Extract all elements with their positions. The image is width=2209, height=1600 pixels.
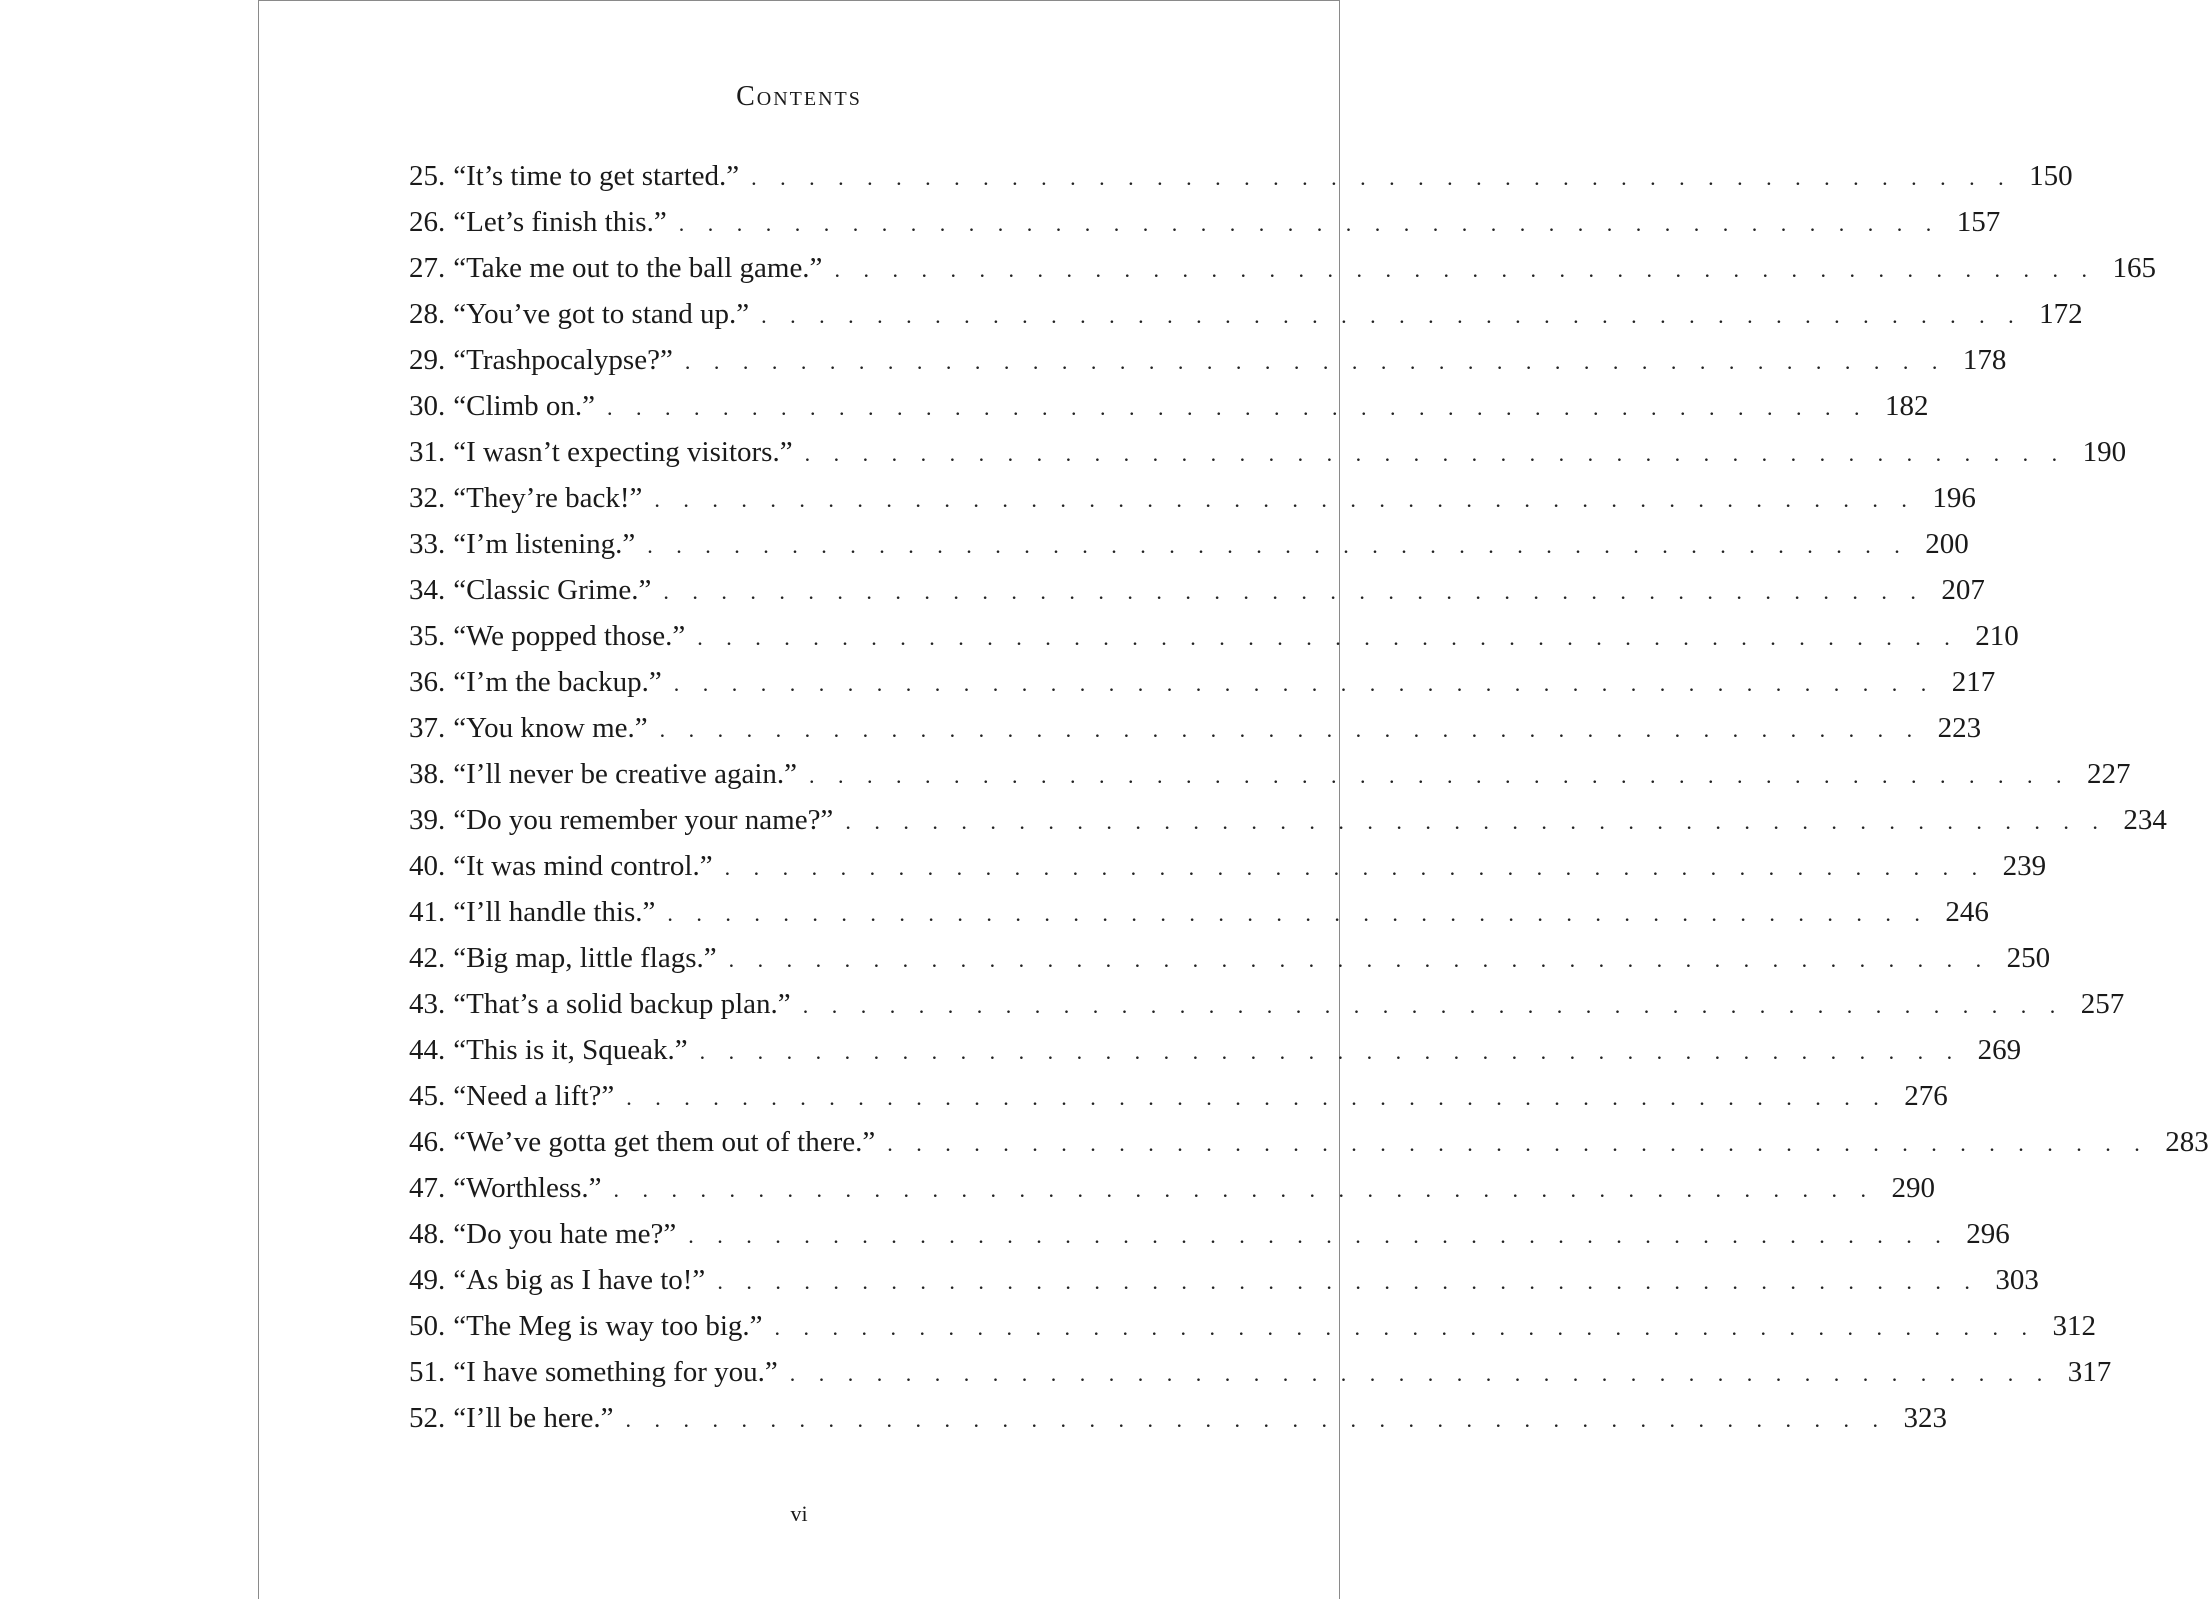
chapter-title: “As big as I have to!” — [453, 1264, 706, 1296]
chapter-title: “Let’s finish this.” — [453, 206, 667, 238]
chapter-page-number: 157 — [1956, 206, 2001, 238]
chapter-title: “They’re back!” — [453, 482, 643, 514]
toc-entry — [409, 521, 1969, 567]
chapter-number: 38. — [409, 758, 446, 790]
dot-leader: . . . . . . . . . . . . . . . . . . . . . . . . . . . . . . . . . . . . . . . . . . . . — [607, 395, 1869, 420]
dot-leader: . . . . . . . . . . . . . . . . . . . . . . . . . . . . . . . . . . . . . . . . . . . . — [697, 625, 1959, 650]
chapter-number: 26. — [409, 206, 446, 238]
contents-heading: Contents — [736, 81, 862, 112]
toc-entry — [409, 1349, 2112, 1395]
chapter-page-number: 210 — [1975, 620, 2019, 652]
toc-entry — [409, 659, 1996, 705]
book-page — [258, 0, 2209, 1599]
chapter-title: “It was mind control.” — [453, 850, 713, 882]
chapter-page-number: 250 — [2006, 942, 2051, 974]
chapter-number: 27. — [409, 252, 446, 284]
chapter-page-number: 150 — [2029, 160, 2073, 192]
chapter-number: 28. — [409, 298, 446, 330]
chapter-page-number: 217 — [1951, 666, 1996, 698]
toc-entry — [409, 981, 2125, 1027]
chapter-page-number: 227 — [2087, 758, 2131, 790]
toc-entry — [409, 613, 2019, 659]
dot-leader: . . . . . . . . . . . . . . . . . . . . . . . . . . . . . . . . . . . . . . . . . . . . — [887, 1131, 2149, 1156]
chapter-number: 39. — [409, 804, 446, 836]
dot-leader: . . . . . . . . . . . . . . . . . . . . . . . . . . . . . . . . . . . . . . . . . . . . — [804, 441, 2067, 466]
chapter-number: 25. — [409, 160, 446, 192]
chapter-title: “Take me out to the ball game.” — [453, 252, 823, 284]
chapter-page-number: 283 — [2165, 1126, 2209, 1158]
dot-leader: . . . . . . . . . . . . . . . . . . . . . . . . . . . . . . . . . . . . . . . . . . . . — [667, 901, 1929, 926]
chapter-number: 41. — [409, 896, 446, 928]
chapter-title: “We’ve gotta get them out of there.” — [453, 1126, 876, 1158]
toc-entry — [409, 153, 2073, 199]
chapter-title: “Need a lift?” — [453, 1080, 615, 1112]
dot-leader: . . . . . . . . . . . . . . . . . . . . . . . . . . . . . . . . . . . . . . . . . . . . — [724, 855, 1987, 880]
chapter-page-number: 303 — [1995, 1264, 2039, 1296]
chapter-number: 42. — [409, 942, 446, 974]
page-folio: vi — [790, 1501, 808, 1526]
chapter-title: “I’m listening.” — [453, 528, 636, 560]
chapter-number: 34. — [409, 574, 446, 606]
toc-entry — [409, 383, 1929, 429]
chapter-number: 44. — [409, 1034, 446, 1066]
toc-entry — [409, 797, 2167, 843]
chapter-number: 52. — [409, 1402, 446, 1434]
toc-entry — [409, 1073, 1948, 1119]
toc-entry — [409, 475, 1976, 521]
chapter-page-number: 207 — [1941, 574, 1985, 606]
chapter-title: “Climb on.” — [453, 390, 596, 422]
chapter-number: 31. — [409, 436, 446, 468]
chapter-number: 36. — [409, 666, 446, 698]
chapter-title: “It’s time to get started.” — [453, 160, 740, 192]
chapter-title: “Worthless.” — [453, 1172, 602, 1204]
chapter-page-number: 276 — [1904, 1080, 1948, 1112]
toc-entry — [409, 843, 2047, 889]
toc-entry — [409, 1027, 2022, 1073]
chapter-number: 51. — [409, 1356, 446, 1388]
chapter-page-number: 290 — [1891, 1172, 1936, 1204]
chapter-number: 45. — [409, 1080, 446, 1112]
chapter-title: “You’ve got to stand up.” — [453, 298, 750, 330]
dot-leader: . . . . . . . . . . . . . . . . . . . . . . . . . . . . . . . . . . . . . . . . . . . . — [673, 671, 1936, 696]
dot-leader: . . . . . . . . . . . . . . . . . . . . . . . . . . . . . . . . . . . . . . . . . . . . — [613, 1177, 1876, 1202]
chapter-number: 47. — [409, 1172, 446, 1204]
chapter-title: “That’s a solid backup plan.” — [453, 988, 791, 1020]
chapter-title: “I have something for you.” — [453, 1356, 778, 1388]
chapter-page-number: 223 — [1937, 712, 1982, 744]
chapter-title: “Do you hate me?” — [453, 1218, 677, 1250]
chapter-page-number: 165 — [2112, 252, 2156, 284]
chapter-page-number: 178 — [1962, 344, 2007, 376]
dot-leader: . . . . . . . . . . . . . . . . . . . . . . . . . . . . . . . . . . . . . . . . . . . . — [684, 349, 1947, 374]
chapter-number: 40. — [409, 850, 446, 882]
dot-leader: . . . . . . . . . . . . . . . . . . . . . . . . . . . . . . . . . . . . . . . . . . . . — [626, 1085, 1888, 1110]
dot-leader: . . . . . . . . . . . . . . . . . . . . . . . . . . . . . . . . . . . . . . . . . . . . — [834, 257, 2096, 282]
chapter-number: 32. — [409, 482, 446, 514]
dot-leader: . . . . . . . . . . . . . . . . . . . . . . . . . . . . . . . . . . . . . . . . . . . . — [728, 947, 1991, 972]
chapter-title: “I’ll never be creative again.” — [453, 758, 798, 790]
toc-entry — [409, 291, 2083, 337]
chapter-title: “This is it, Squeak.” — [453, 1034, 688, 1066]
table-of-contents — [409, 153, 2209, 1441]
chapter-page-number: 323 — [1903, 1402, 1947, 1434]
toc-entry — [409, 245, 2156, 291]
dot-leader: . . . . . . . . . . . . . . . . . . . . . . . . . . . . . . . . . . . . . . . . . . . . — [647, 533, 1909, 558]
dot-leader: . . . . . . . . . . . . . . . . . . . . . . . . . . . . . . . . . . . . . . . . . . . . — [663, 579, 1925, 604]
toc-entry — [409, 935, 2051, 981]
dot-leader: . . . . . . . . . . . . . . . . . . . . . . . . . . . . . . . . . . . . . . . . . . . . — [659, 717, 1922, 742]
chapter-number: 35. — [409, 620, 446, 652]
chapter-number: 43. — [409, 988, 446, 1020]
dot-leader: . . . . . . . . . . . . . . . . . . . . . . . . . . . . . . . . . . . . . . . . . . . . — [789, 1361, 2052, 1386]
chapter-title: “I’m the backup.” — [453, 666, 662, 698]
toc-entry — [409, 889, 1989, 935]
chapter-title: “We popped those.” — [453, 620, 686, 652]
chapter-number: 30. — [409, 390, 446, 422]
dot-leader: . . . . . . . . . . . . . . . . . . . . . . . . . . . . . . . . . . . . . . . . . . . . — [751, 165, 2013, 190]
chapter-title: “You know me.” — [453, 712, 648, 744]
chapter-page-number: 312 — [2052, 1310, 2097, 1342]
chapter-page-number: 269 — [1977, 1034, 2022, 1066]
chapter-page-number: 257 — [2080, 988, 2125, 1020]
dot-leader: . . . . . . . . . . . . . . . . . . . . . . . . . . . . . . . . . . . . . . . . . . . . — [809, 763, 2071, 788]
chapter-title: “I wasn’t expecting visitors.” — [453, 436, 793, 468]
chapter-page-number: 296 — [1966, 1218, 2010, 1250]
chapter-number: 48. — [409, 1218, 446, 1250]
dot-leader: . . . . . . . . . . . . . . . . . . . . . . . . . . . . . . . . . . . . . . . . . . . . — [802, 993, 2065, 1018]
toc-entry — [409, 1395, 1947, 1441]
chapter-page-number: 317 — [2067, 1356, 2112, 1388]
chapter-number: 37. — [409, 712, 446, 744]
toc-entry — [409, 1303, 2097, 1349]
toc-entry — [409, 1119, 2209, 1165]
dot-leader: . . . . . . . . . . . . . . . . . . . . . . . . . . . . . . . . . . . . . . . . . . . . — [761, 303, 2023, 328]
chapter-page-number: 239 — [2002, 850, 2047, 882]
toc-entry — [409, 1211, 2010, 1257]
toc-entry — [409, 429, 2127, 475]
chapter-number: 33. — [409, 528, 446, 560]
chapter-title: “Do you remember your name?” — [453, 804, 834, 836]
chapter-page-number: 190 — [2082, 436, 2127, 468]
chapter-page-number: 172 — [2039, 298, 2083, 330]
chapter-number: 46. — [409, 1126, 446, 1158]
chapter-page-number: 182 — [1885, 390, 1929, 422]
toc-entry — [409, 567, 1985, 613]
toc-entry — [409, 751, 2131, 797]
toc-entry — [409, 1257, 2039, 1303]
chapter-page-number: 234 — [2123, 804, 2167, 836]
toc-entry — [409, 199, 2001, 245]
chapter-title: “The Meg is way too big.” — [453, 1310, 763, 1342]
chapter-number: 29. — [409, 344, 446, 376]
toc-entry — [409, 337, 2007, 383]
chapter-title: “Big map, little flags.” — [453, 942, 717, 974]
chapter-page-number: 246 — [1945, 896, 1989, 928]
toc-entry — [409, 1165, 1936, 1211]
dot-leader: . . . . . . . . . . . . . . . . . . . . . . . . . . . . . . . . . . . . . . . . . . . . — [845, 809, 2107, 834]
dot-leader: . . . . . . . . . . . . . . . . . . . . . . . . . . . . . . . . . . . . . . . . . . . . — [717, 1269, 1979, 1294]
chapter-title: “Classic Grime.” — [453, 574, 652, 606]
chapter-number: 50. — [409, 1310, 446, 1342]
chapter-title: “Trashpocalypse?” — [453, 344, 673, 376]
dot-leader: . . . . . . . . . . . . . . . . . . . . . . . . . . . . . . . . . . . . . . . . . . . . — [688, 1223, 1950, 1248]
chapter-title: “I’ll handle this.” — [453, 896, 656, 928]
dot-leader: . . . . . . . . . . . . . . . . . . . . . . . . . . . . . . . . . . . . . . . . . . . . — [774, 1315, 2037, 1340]
chapter-number: 49. — [409, 1264, 446, 1296]
dot-leader: . . . . . . . . . . . . . . . . . . . . . . . . . . . . . . . . . . . . . . . . . . . . — [654, 487, 1916, 512]
dot-leader: . . . . . . . . . . . . . . . . . . . . . . . . . . . . . . . . . . . . . . . . . . . . — [678, 211, 1941, 236]
dot-leader: . . . . . . . . . . . . . . . . . . . . . . . . . . . . . . . . . . . . . . . . . . . . — [699, 1039, 1962, 1064]
chapter-title: “I’ll be here.” — [453, 1402, 614, 1434]
dot-leader: . . . . . . . . . . . . . . . . . . . . . . . . . . . . . . . . . . . . . . . . . . . . — [625, 1407, 1887, 1432]
chapter-page-number: 200 — [1925, 528, 1969, 560]
toc-entry — [409, 705, 1982, 751]
chapter-page-number: 196 — [1932, 482, 1976, 514]
